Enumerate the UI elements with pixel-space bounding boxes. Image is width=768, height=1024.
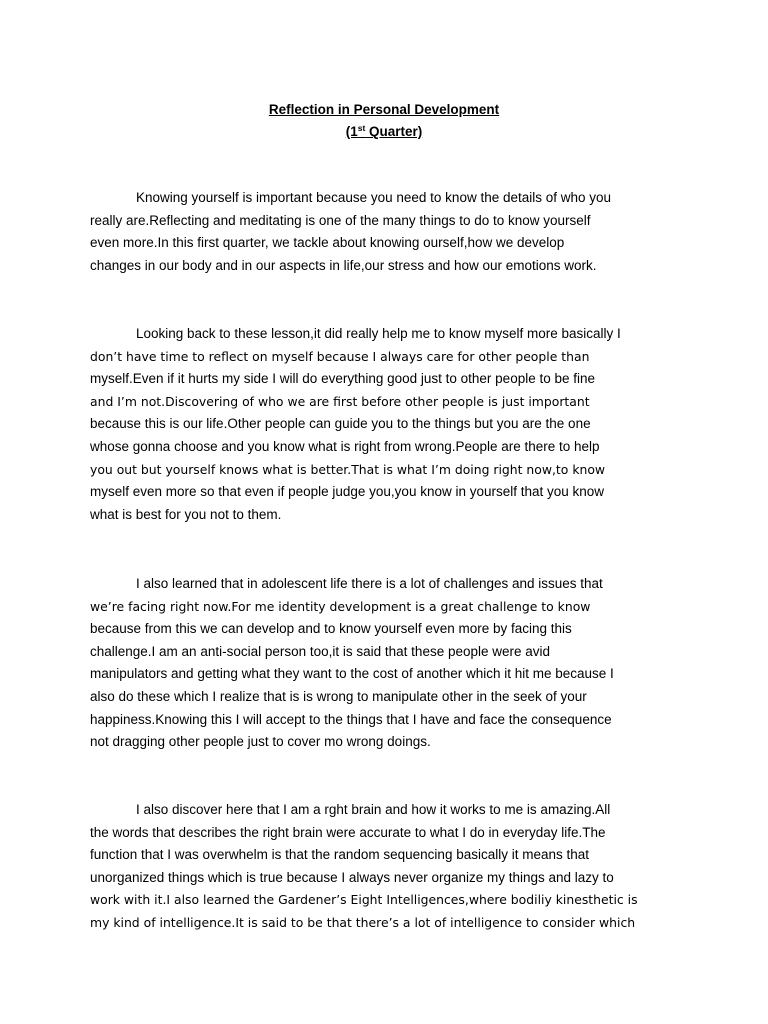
paragraph-line: don’t have time to reflect on myself because I always care for other people than (90, 348, 590, 364)
subtitle-rest: Quarter) (365, 124, 423, 139)
paragraph-line: my kind of intelligence.It is said to be that there’s a lot of intelligence to consider which (90, 914, 636, 930)
paragraph-line: you out but yourself knows what is better.That is what I’m doing right now,to know (90, 461, 606, 477)
paragraph-line: challenge.I am an anti-social person too,it is said that these people were avid (90, 643, 551, 659)
paragraph-line: I also discover here that I am a rght brain and how it works to me is amazing.All (136, 802, 611, 817)
paragraph-line: myself.Even if it hurts my side I will do everything good just to other people to be fine (90, 371, 596, 387)
paragraph-2 (90, 323, 690, 526)
paragraph-line: unorganized things which is true because I always never organize my things and lazy to (90, 869, 614, 885)
paragraph-line: Knowing yourself is important because you need to know the details of who you (136, 190, 612, 205)
paragraph-line: what is best for you not to them. (90, 506, 282, 522)
paragraph-line: and I’m not.Discovering of who we are first before other people is just important (90, 393, 590, 409)
document-title: Reflection in Personal Development (268, 102, 500, 117)
paragraph-4 (90, 799, 690, 935)
paragraph-3 (90, 573, 690, 754)
paragraph-line: myself even more so that even if people judge you,you know in yourself that you know (90, 484, 605, 500)
paragraph-line: because this is our life.Other people can guide you to the things but you are the one (90, 416, 591, 432)
subtitle-open: (1 (345, 124, 358, 139)
paragraph-line: work with it.I also learned the Gardener’s Eight Intelligences,where bodiliy kinesthetic is (90, 892, 638, 908)
document-subtitle (0, 121, 768, 143)
paragraph-line: not dragging other people just to cover mo wrong doings. (90, 734, 431, 750)
paragraph-line: function that I was overwhelm is that the random sequencing basically it means that (90, 847, 590, 863)
subtitle-superscript: st (357, 123, 366, 133)
paragraph-line: happiness.Knowing this I will accept to the things that I have and face the consequence (90, 711, 612, 727)
paragraph-line: whose gonna choose and you know what is right from wrong.People are there to help (90, 438, 600, 454)
paragraph-line: even more.In this first quarter, we tackle about knowing ourself,how we develop (90, 235, 565, 251)
paragraph-line: also do these which I realize that is is wrong to manipulate other in the seek of your (90, 688, 587, 704)
paragraph-line: I also learned that in adolescent life there is a lot of challenges and issues that (136, 576, 603, 591)
paragraph-1 (90, 187, 690, 277)
paragraph-line: because from this we can develop and to know yourself even more by facing this (90, 621, 572, 637)
title-block (0, 99, 768, 143)
paragraph-line: manipulators and getting what they want to the cost of another which it hit me because I (90, 666, 614, 682)
paragraph-line: really are.Reflecting and meditating is one of the many things to do to know yourself (90, 212, 591, 228)
paragraph-line: the words that describes the right brain were accurate to what I do in everyday life.The (90, 824, 606, 840)
paragraph-line: we’re facing right now.For me identity development is a great challenge to know (90, 598, 591, 614)
paragraph-line: changes in our body and in our aspects in life,our stress and how our emotions work. (90, 257, 597, 273)
paragraph-line: Looking back to these lesson,it did really help me to know myself more basically I (136, 326, 621, 341)
